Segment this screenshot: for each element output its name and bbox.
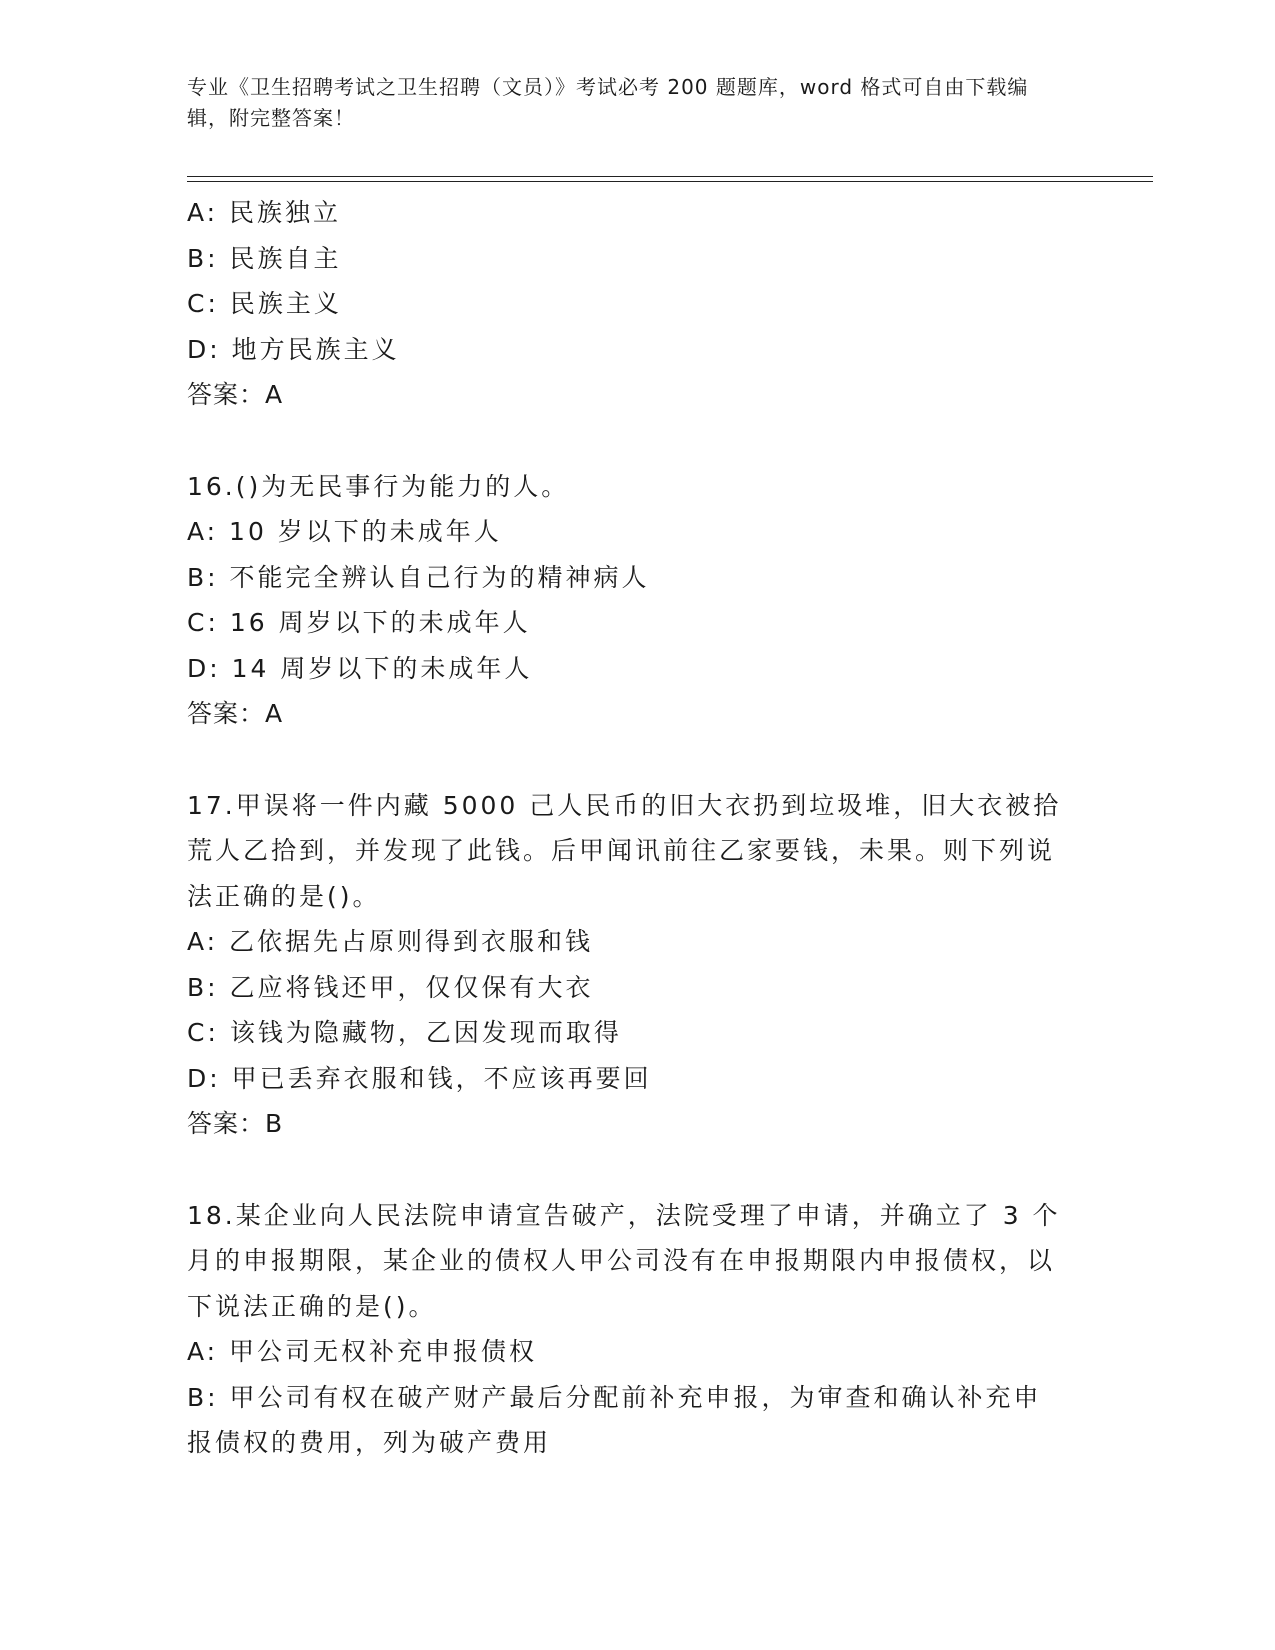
spacer (187, 1147, 1067, 1193)
q15-option-a: A: 民族独立 (187, 198, 342, 227)
question-18-block (187, 1193, 1067, 1466)
q16-option-b: B: 不能完全辨认自己行为的精神病人 (187, 562, 650, 592)
q16-question: 16.()为无民事行为能力的人。 (187, 471, 570, 501)
q18-question: 18.某企业向人民法院申请宣告破产，法院受理了申请，并确立了 3 个月的申报期限，某企业的债权人甲公司没有在申报期限内申报债权，以下说法正确的是()。 (187, 1200, 1061, 1321)
q16-option-c: C: 16 周岁以下的未成年人 (187, 608, 531, 637)
q17-question: 17.甲误将一件内藏 5000 己人民币的旧大衣扔到垃圾堆，旧大衣被拾荒人乙拾到，并发现了此钱。后甲闻讯前往乙家要钱，未果。则下列说法正确的是()。 (187, 790, 1062, 911)
q15-answer: 答案：A (187, 380, 284, 409)
q16-answer: 答案：A (187, 699, 284, 728)
question-15-block (187, 190, 1067, 418)
header-divider (187, 176, 1153, 182)
q18-option-a: A: 甲公司无权补充申报债权 (187, 1337, 538, 1366)
q16-option-a: A: 10 岁以下的未成年人 (187, 517, 502, 546)
q16-option-d: D: 14 周岁以下的未成年人 (187, 653, 533, 683)
question-17-block (187, 783, 1067, 1147)
q17-option-a: A: 乙依据先占原则得到衣服和钱 (187, 927, 594, 956)
q17-answer: 答案：B (187, 1109, 284, 1138)
q17-option-b: B: 乙应将钱还甲，仅仅保有大衣 (187, 972, 594, 1002)
q15-option-b: B: 民族自主 (187, 243, 342, 273)
q15-option-c: C: 民族主义 (187, 289, 342, 318)
spacer (187, 418, 1067, 464)
spacer (187, 737, 1067, 783)
question-16-block (187, 464, 1067, 737)
q18-option-b: B: 甲公司有权在破产财产最后分配前补充申报，为审查和确认补充申报债权的费用，列为破产费用 (187, 1382, 1042, 1457)
q15-option-d: D: 地方民族主义 (187, 334, 400, 364)
document-header: 专业《卫生招聘考试之卫生招聘（文员）》考试必考 200 题题库，word 格式可自由下载编辑，附完整答案！ (187, 75, 1029, 130)
q17-option-c: C: 该钱为隐藏物，乙因发现而取得 (187, 1018, 622, 1047)
q17-option-d: D: 甲已丢弃衣服和钱，不应该再要回 (187, 1063, 652, 1093)
document-body (187, 190, 1067, 1466)
